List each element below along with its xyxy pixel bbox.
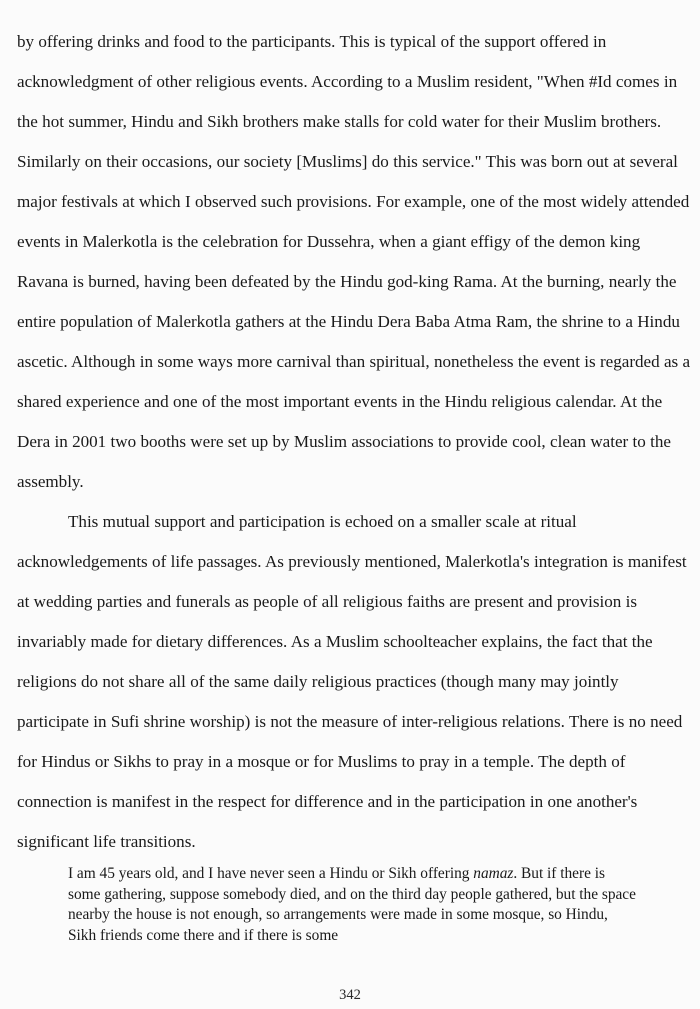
paragraph-2: This mutual support and participation is echoed on a smaller scale at ritual acknowledgements of life passages. As previously mentioned, Malerkotla's integration is manifest at wedding parties and funerals as people of all religious faiths are present and provision is invariably made for dietary differences. As a Muslim schoolteacher explains, the fact that the religions do not share all of the same daily religious practices (though many may jointly participate in Sufi shrine worship) is not the measure of inter-religious relations. There is no need for Hindus or Sikhs to pray in a mosque or for Muslims to pray in a temple. The depth of connection is manifest in the respect for difference and in the participation in one another's significant life transitions. xyxy=(17,512,687,851)
block-quote xyxy=(68,864,638,946)
paragraph-1: by offering drinks and food to the participants. This is typical of the support offered in acknowledgment of other religious events. According to a Muslim resident, "When #Id comes in the hot summer, Hindu and Sikh brothers make stalls for cold water for their Muslim brothers. Similarly on their occasions, our society [Muslims] do this service." This was born out at several major festivals at which I observed such provisions. For example, one of the most widely attended events in Malerkotla is the celebration for Dussehra, when a giant effigy of the demon king Ravana is burned, having been defeated by the Hindu god-king Rama. At the burning, nearly the entire population of Malerkotla gathers at the Hindu Dera Baba Atma Ram, the shrine to a Hindu ascetic. Although in some ways more carnival than spiritual, nonetheless the event is regarded as a shared experience and one of the most important events in the Hindu religious calendar. At the Dera in 2001 two booths were set up by Muslim associations to provide cool, clean water to the assembly. xyxy=(17,32,691,491)
page-number: 342 xyxy=(339,987,361,1003)
block-quote-text-before-italic: I am 45 years old, and I have never seen a Hindu or Sikh offering xyxy=(68,865,474,882)
block-quote-text-after-italic: . But if there is some gathering, suppose somebody died, and on the third day people gathered, but the space nearby the house is not enough, so arrangements were made in some mosque, so Hindu, Sikh friends come there and if there is some xyxy=(68,865,636,944)
body-text-column xyxy=(17,22,693,862)
block-quote-italic-term: namaz xyxy=(473,865,514,882)
